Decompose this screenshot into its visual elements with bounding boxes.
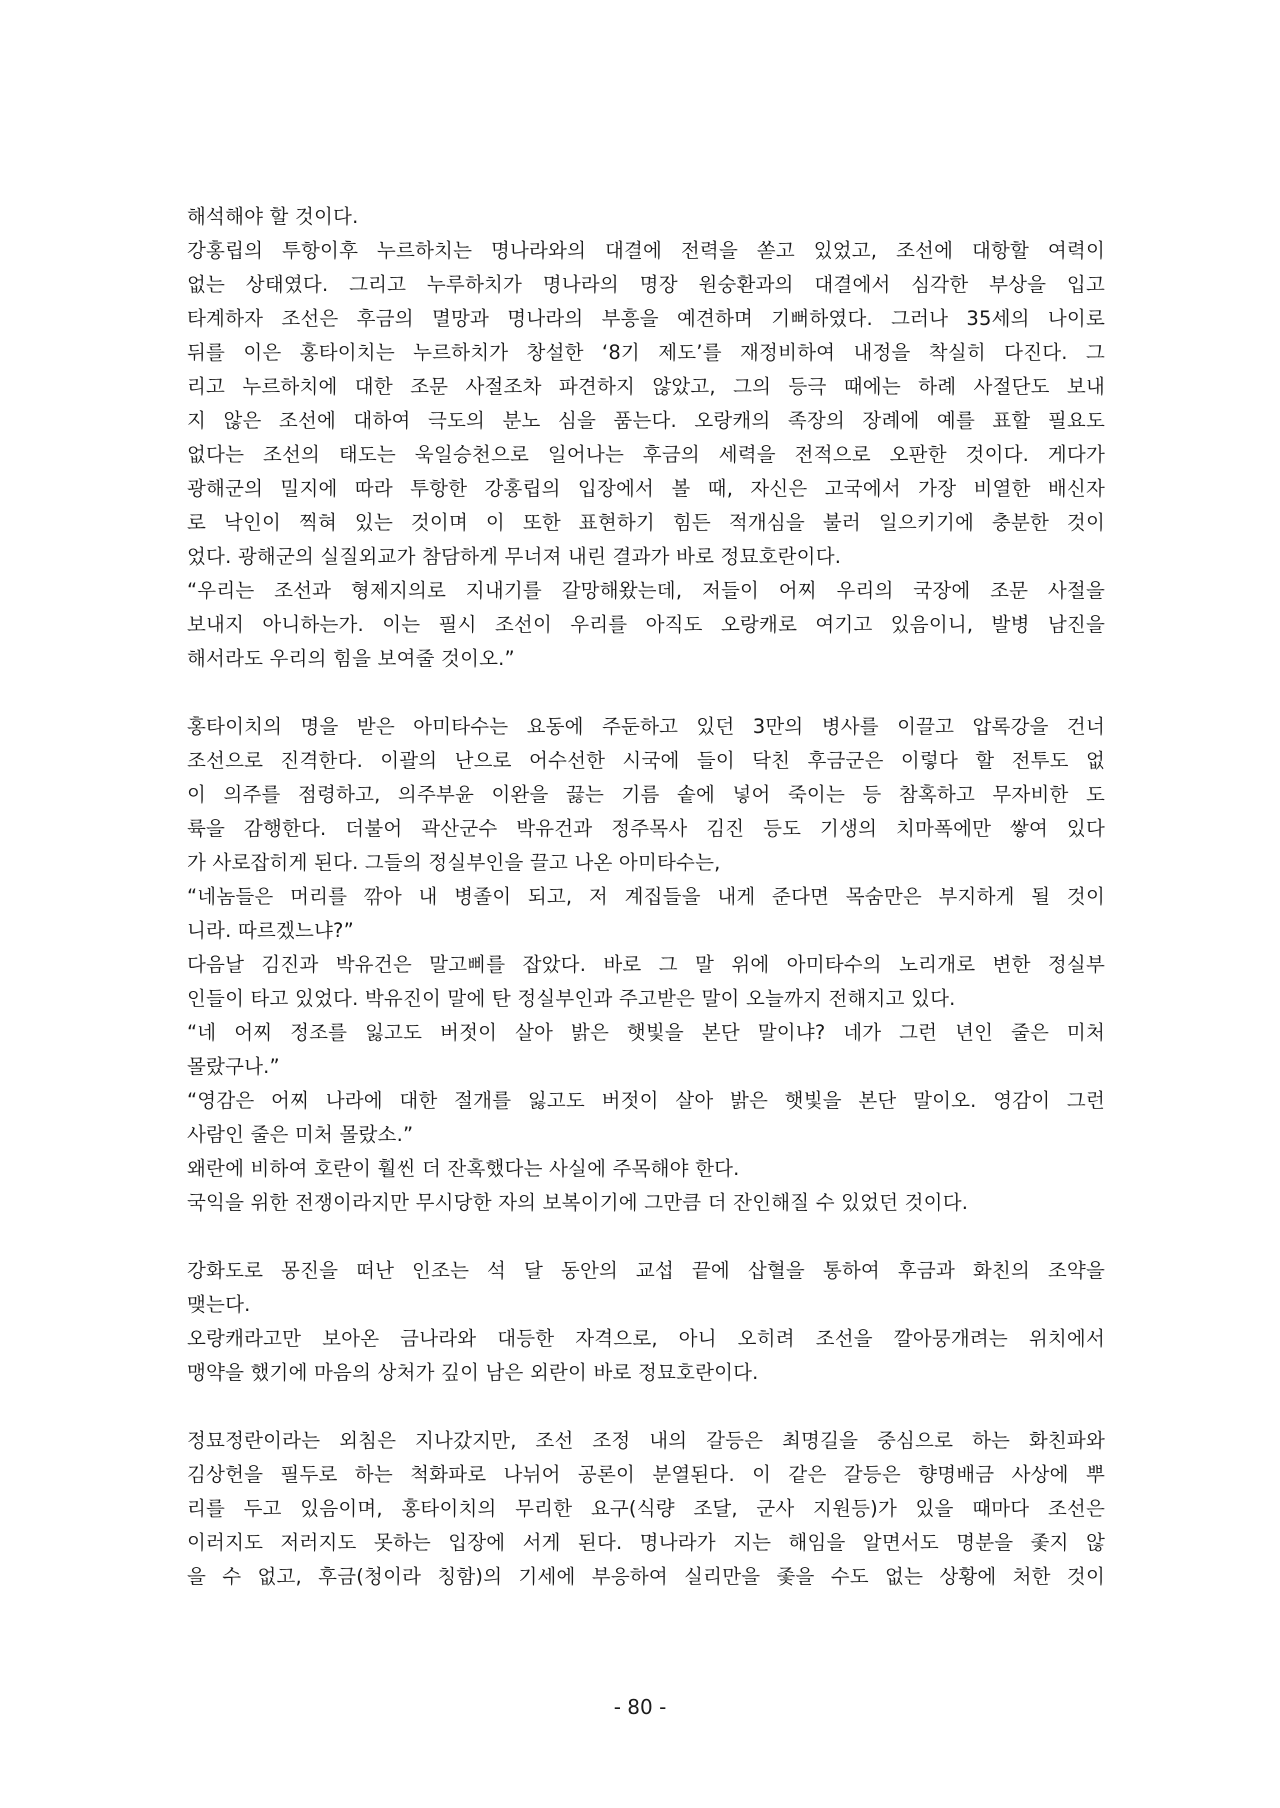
quote-line: 해서라도 우리의 힘을 보여줄 것이오.” [187, 647, 515, 670]
text-line: 다음날 김진과 박유건은 말고삐를 잡았다. 바로 그 말 위에 아미타수의 노리개로 변한 정실부 [187, 953, 1105, 976]
quote-line: “네놈들은 머리를 깎아 내 병졸이 되고, 저 계집들을 내게 준다면 목숨만은 부지하게 될 것이 [187, 885, 1105, 908]
text-line: 홍타이치의 명을 받은 아미타수는 요동에 주둔하고 있던 3만의 병사를 이끌고 압록강을 건너 [187, 715, 1105, 738]
text-line: 정묘정란이라는 외침은 지나갔지만, 조선 조정 내의 갈등은 최명길을 중심으로 하는 화친파와 [187, 1429, 1105, 1452]
text-line: 없는 상태였다. 그리고 누루하치가 명나라의 명장 원숭환과의 대결에서 심각한 부상을 입고 [187, 273, 1105, 296]
text-line: 없다는 조선의 태도는 욱일승천으로 일어나는 후금의 세력을 전적으로 오판한 것이다. 게다가 [187, 443, 1105, 466]
quote-line: “네 어찌 정조를 잃고도 버젓이 살아 밝은 햇빛을 본단 말이냐? 네가 그런 년인 줄은 미처 [187, 1021, 1105, 1044]
quote-line: “우리는 조선과 형제지의로 지내기를 갈망해왔는데, 저들이 어찌 우리의 국장에 조문 사절을 [187, 579, 1105, 602]
text-line: 조선으로 진격한다. 이괄의 난으로 어수선한 시국에 들이 닥친 후금군은 이렇다 할 전투도 없 [187, 749, 1105, 772]
text-line: 광해군의 밀지에 따라 투항한 강홍립의 입장에서 볼 때, 자신은 고국에서 가장 비열한 배신자 [187, 477, 1105, 500]
quote-line: 사람인 줄은 미처 몰랐소.” [187, 1123, 414, 1146]
text-line: 김상헌을 필두로 하는 척화파로 나뉘어 공론이 분열된다. 이 같은 갈등은 향명배금 사상에 뿌 [187, 1463, 1105, 1486]
text-line: 을 수 없고, 후금(청이라 칭함)의 기세에 부응하여 실리만을 좇을 수도 없는 상황에 처한 것이 [187, 1565, 1105, 1588]
text-line: 리를 두고 있음이며, 홍타이치의 무리한 요구(식량 조달, 군사 지원등)가 있을 때마다 조선은 [187, 1497, 1105, 1520]
text-line: 이 의주를 점령하고, 의주부윤 이완을 끓는 기름 솥에 넣어 죽이는 등 참혹하고 무자비한 도 [187, 783, 1105, 806]
text-line: 었다. 광해군의 실질외교가 참담하게 무너져 내린 결과가 바로 정묘호란이다. [187, 545, 842, 568]
quote-line: 몰랐구나.” [187, 1055, 280, 1078]
text-line: 뒤를 이은 홍타이치는 누르하치가 창설한 ‘8기 제도’를 재정비하여 내정을 착실히 다진다. 그 [187, 341, 1105, 364]
text-line: 국익을 위한 전쟁이라지만 무시당한 자의 보복이기에 그만큼 더 잔인해질 수 있었던 것이다. [187, 1191, 969, 1214]
paragraph-1 [187, 200, 1105, 676]
paragraph-3 [187, 1254, 1105, 1390]
paragraph-2 [187, 710, 1105, 1220]
quote-line: 보내지 아니하는가. 이는 필시 조선이 우리를 아직도 오랑캐로 여기고 있음이니, 발병 남진을 [187, 613, 1105, 636]
text-line: 맺는다. [187, 1293, 251, 1316]
text-line: 오랑캐라고만 보아온 금나라와 대등한 자격으로, 아니 오히려 조선을 깔아뭉개려는 위치에서 [187, 1327, 1105, 1350]
text-line: 로 낙인이 찍혀 있는 것이며 이 또한 표현하기 힘든 적개심을 불러 일으키기에 충분한 것이 [187, 511, 1105, 534]
text-line: 리고 누르하치에 대한 조문 사절조차 파견하지 않았고, 그의 등극 때에는 하례 사절단도 보내 [187, 375, 1105, 398]
text-line: 왜란에 비하여 호란이 훨씬 더 잔혹했다는 사실에 주목해야 한다. [187, 1157, 740, 1180]
text-line: 타계하자 조선은 후금의 멸망과 명나라의 부흥을 예견하며 기뻐하였다. 그러나 35세의 나이로 [187, 307, 1105, 330]
text-line: 지 않은 조선에 대하여 극도의 분노 심을 품는다. 오랑캐의 족장의 장례에 예를 표할 필요도 [187, 409, 1105, 432]
text-line: 가 사로잡히게 된다. 그들의 정실부인을 끌고 나온 아미타수는, [187, 851, 721, 874]
text-line: 인들이 타고 있었다. 박유진이 말에 탄 정실부인과 주고받은 말이 오늘까지 전해지고 있다. [187, 987, 956, 1010]
quote-line: 니라. 따르겠느냐?” [187, 919, 354, 942]
quote-line: “영감은 어찌 나라에 대한 절개를 잃고도 버젓이 살아 밝은 햇빛을 본단 말이오. 영감이 그런 [187, 1089, 1105, 1112]
text-line: 맹약을 했기에 마음의 상처가 깊이 남은 외란이 바로 정묘호란이다. [187, 1361, 759, 1384]
text-line: 강화도로 몽진을 떠난 인조는 석 달 동안의 교섭 끝에 삽혈을 통하여 후금과 화친의 조약을 [187, 1259, 1105, 1282]
text-line: 강홍립의 투항이후 누르하치는 명나라와의 대결에 전력을 쏟고 있었고, 조선에 대항할 여력이 [187, 239, 1105, 262]
text-line: 해석해야 할 것이다. [187, 205, 359, 228]
page-body [187, 200, 1105, 1594]
text-line: 륙을 감행한다. 더불어 곽산군수 박유건과 정주목사 김진 등도 기생의 치마폭에만 쌓여 있다 [187, 817, 1105, 840]
paragraph-4 [187, 1424, 1105, 1594]
page-number: - 80 - [613, 1695, 667, 1719]
text-line: 이러지도 저러지도 못하는 입장에 서게 된다. 명나라가 지는 해임을 알면서도 명분을 좇지 않 [187, 1531, 1105, 1554]
